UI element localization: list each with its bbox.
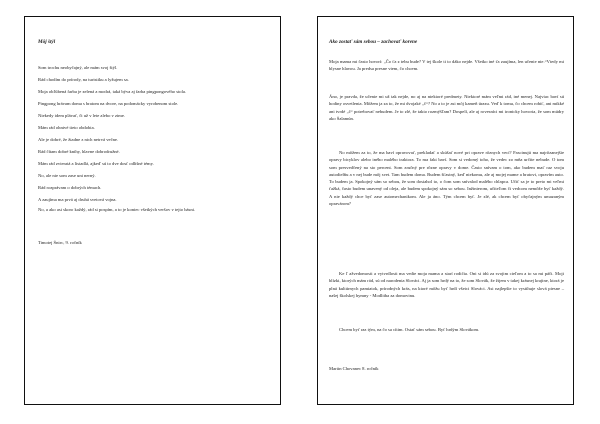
essay-paragraph-2: Áno, je pravda, že učenie mi už tak nejde, no aj na niektoré predmety. Niektoré mám veľmi rád, iné menej. Najviac baví sú hodiny osvetlenia. Môžem ja za to, že mi dvojaké „č“? No a to je asi môj kameň úrazu. Veď k tomu, čo chcem robiť, ani mikké ani tvrdé „č“ potrebovať nebudem. Je to zlé, že takto rozmýšľam? Dospelí, ale aj rovesníci mi ironicky hovoria, že som múdry ako Šalamún.: [329, 94, 564, 121]
poem-line-last: No, a ako asi skoro každý, rád si pospím, a to je koniec všetkých veršov v tejto básni.: [38, 207, 196, 212]
poem-line: Mám rád ohnivé tieto obdobia.: [38, 125, 95, 130]
poem-line: Som trochu neobyčajný, ale mám svoj štýl.: [38, 65, 118, 70]
poem-line: A zaujíma ma prvá aj druhá svetová vojna.: [38, 197, 117, 202]
left-page-title: Môj štýl: [38, 39, 56, 45]
left-page: [24, 16, 281, 405]
poem-line: Rád rozprávam o dobrých témach.: [38, 185, 102, 190]
right-page-signature: Martin Chovanec 8. ročník: [329, 366, 379, 371]
poem-line: Moja obľúbená farba je zelená a modrá, taká býva aj farba pingpongového stola.: [38, 89, 187, 94]
poem-line: Rád chodím do prírody, na turistiku a lyžujem sa.: [38, 77, 129, 82]
poem-line: No, ale nie som zase uni nerný.: [38, 173, 96, 178]
poem-line: Ale je dobré, že žiadne z nich netrvá večne.: [38, 137, 119, 142]
poem-line: Mám rád zvieratá a listadlá, ajkeď sú to dve dosť odlišné témy.: [38, 161, 154, 166]
essay-paragraph-5: Chcem byť raz tým, na čo sa cítim. Ostať sám sebou. Byť hrdým Slovákom.: [339, 327, 480, 332]
poem-line: Pingpong hrávam doma s bratom na dvore, na podomácky vyrobenom stole.: [38, 101, 179, 106]
left-page-signature: Timotej Šnirc, 9. ročník: [38, 240, 82, 245]
poem-line: Rád čítam dobré knihy, hlavne dobrodružné.: [38, 149, 120, 154]
poem-line: Niekedy idem plávať, či už v lete alebo v zime.: [38, 113, 126, 118]
right-page: [317, 16, 574, 405]
essay-paragraph-4: Ke ľ ažvedomosti a vytvrdlosti ma vedie moja mama a starí rodičia. Oni si idú za svojim cieľom a to sa mi páči. Moji blízki, ktorých mám rád, sú od narodenia Slováci. Aj ja som hrdý na to, že som Slovák, že žijem v takej krásnej krajine, ktorá je plná kultúrnych pamiatok, prírodných krás, na ktoré môžu byť hrdí všetci Slováci. Asi najlepšie to vystihuje slová piesne – našej školskej hymny - Modlitba za domovinu.: [329, 271, 564, 298]
essay-paragraph-3: No môžem za to, že ma baví opravovať, prekladať a skúšať nové pri oprave rôznych vecí? Fascinujú ma najrôzanejšie opravy bicyklov alebo iného malého traktora. To ma fakt baví. Som si vedomý toho, že vedec zo mňa určite nebude. O tom som presvedčený na sto percent. Som zručný pre rôzne opravy v dome. Často snívam o tom, ako budem mať raz svoju autodielňu a v nej bude môj svet. Tam budem doma. Budem šťastný, keď niekomu, ale aj mojej mame a bratovi, opravím auto. To budem ja. Spokojný sám so sebou, že som dosiahol to, o čom som snívalod malého chlapca. Učiť sa je to preto mi veľmi ťažká, často budem unavený od oleja, ale budem spokojný sám so sebou. Inžinierom, učiteľom či vedcom nemôže byť každý. A nie každý chce byť zase automechanikom. Ale ja áno. Tým chcem byť. Je zlé, ak chcem byť obyčajným umazaným opravárom?: [329, 150, 564, 207]
right-page-title: Ako zostať sám sebou – zachovať korene: [329, 39, 418, 45]
essay-paragraph-1: Moja mama mi často hovorí: „Čo ťa z tebu bude? V tej škole ti to dáko nejde. Všetko iné ťa zaujíma, len učenie nie.“Vtedy mi blysne hlavou. Ja predsa presne viem, čo chcem.: [329, 59, 564, 72]
